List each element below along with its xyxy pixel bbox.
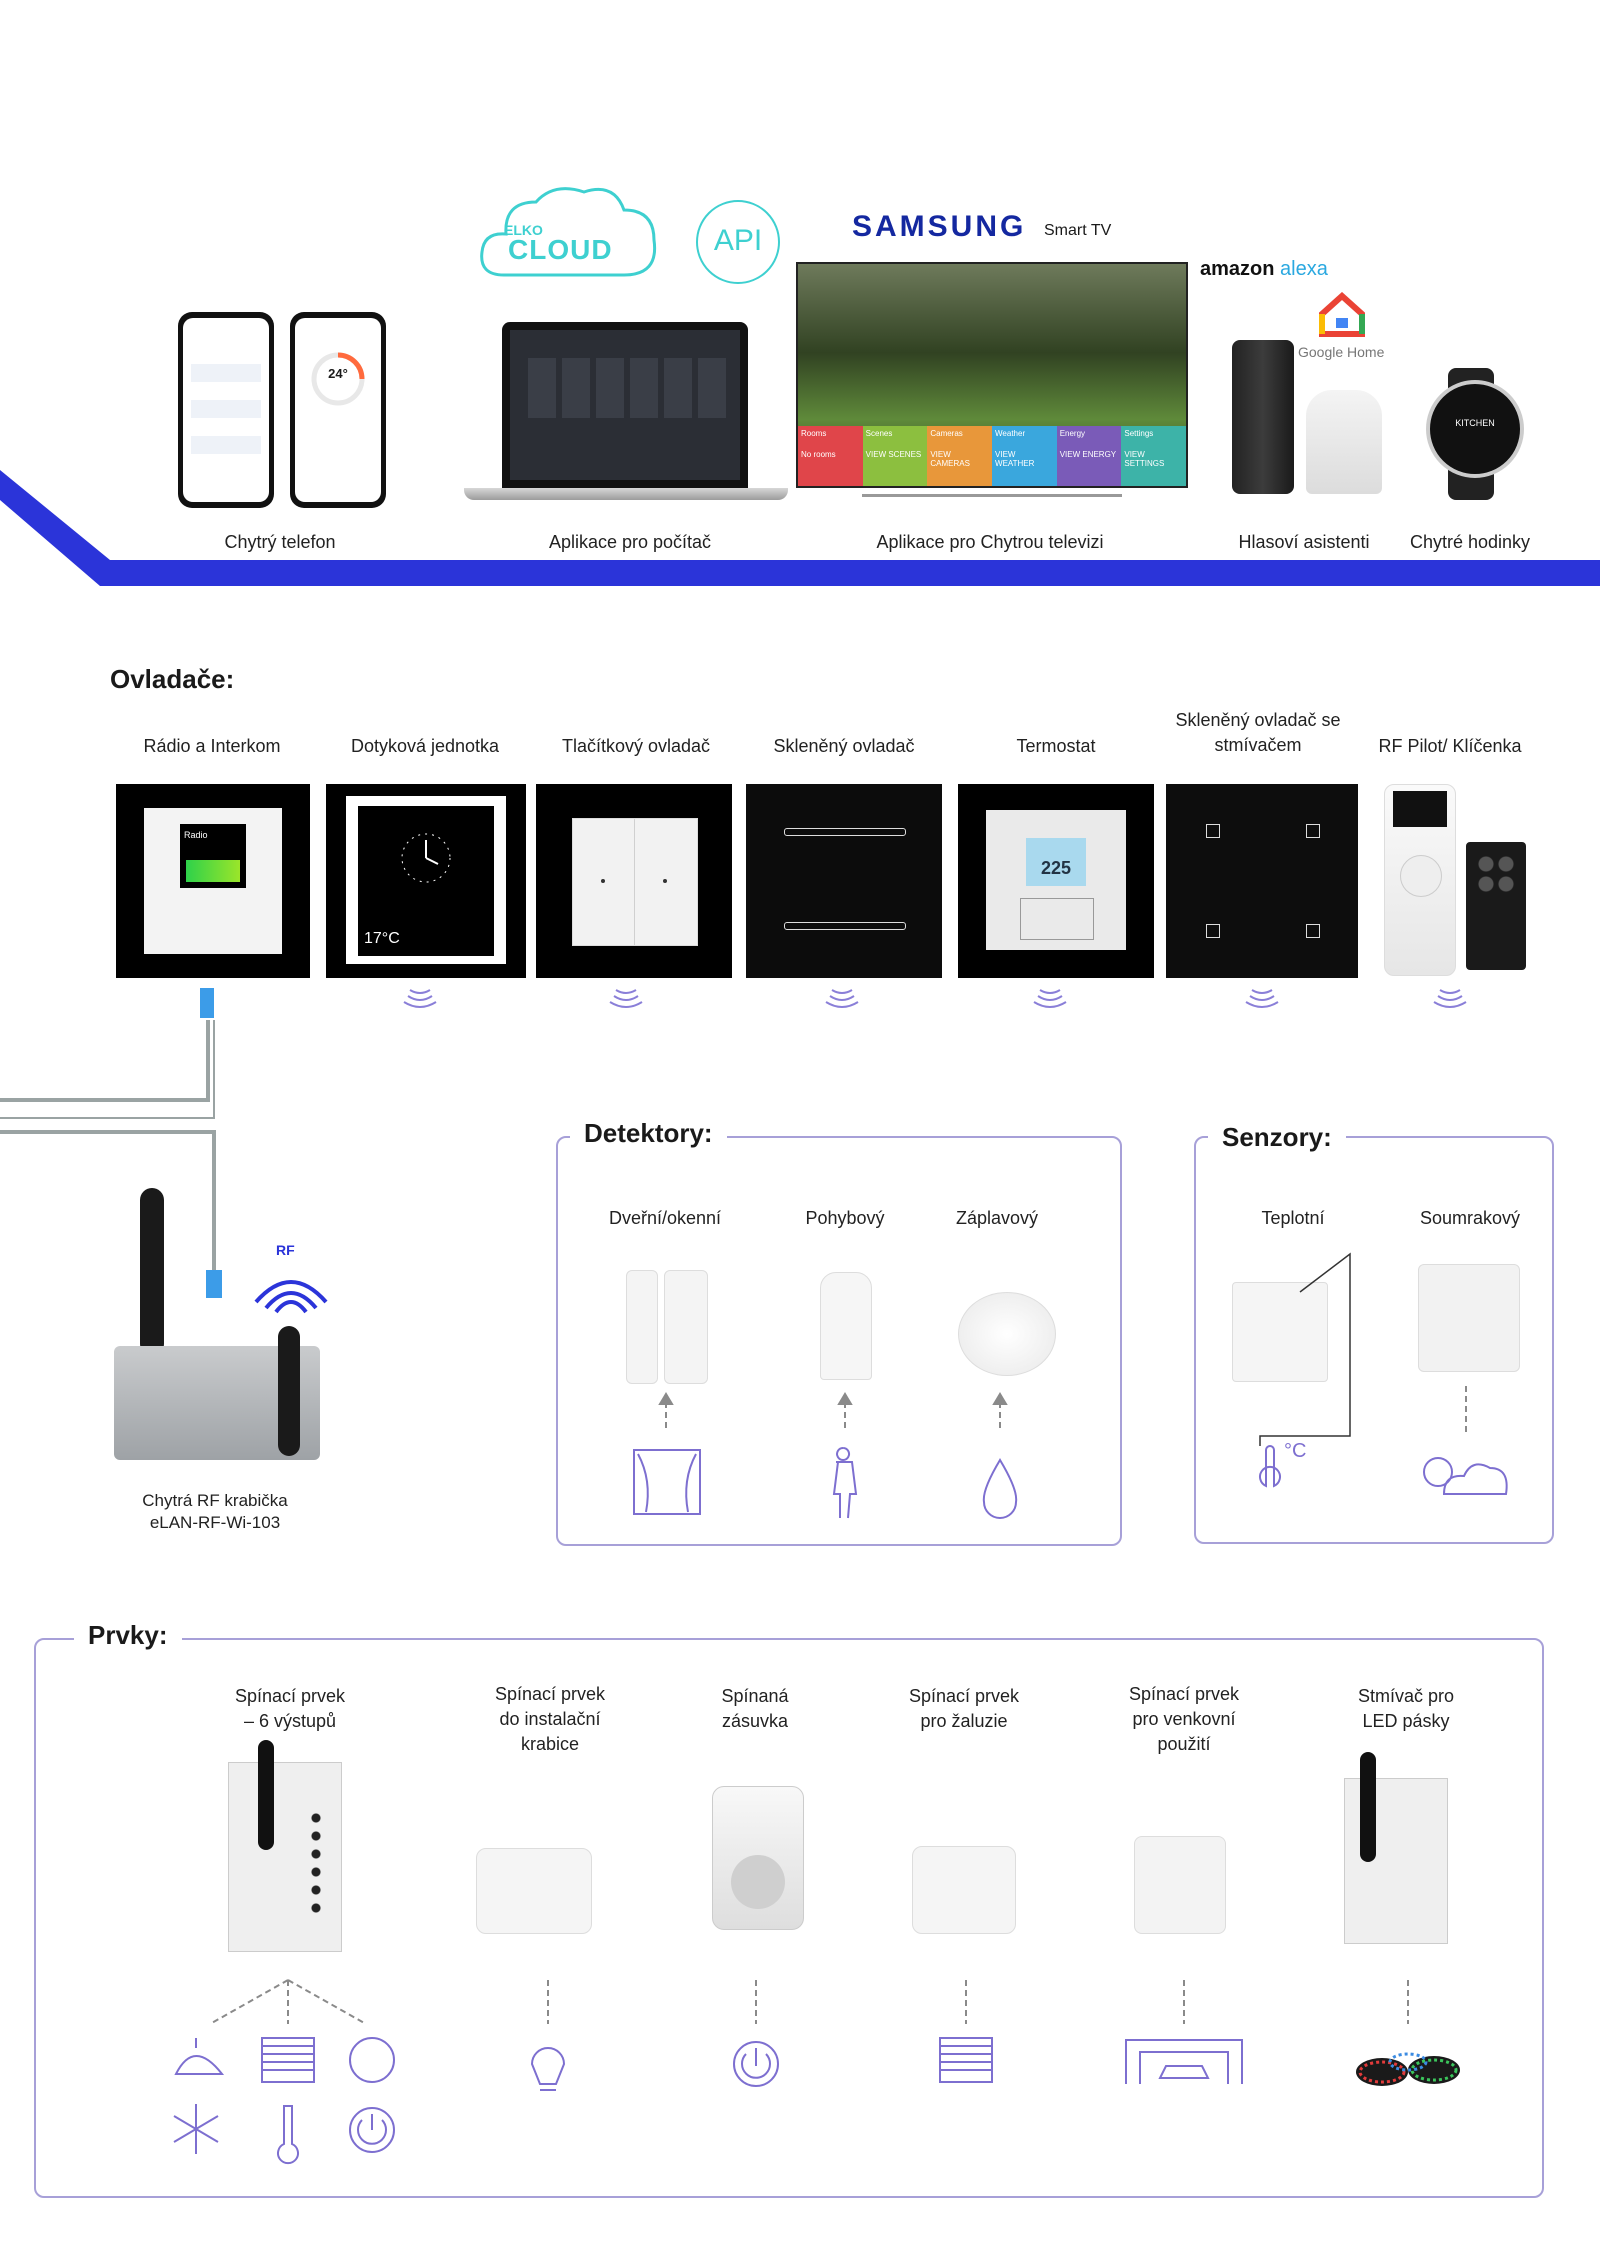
- label-socket: Spínaná zásuvka: [721, 1686, 789, 1731]
- outdoor-switch: [1134, 1836, 1226, 1934]
- caption-smartphone: Chytrý telefon: [224, 532, 336, 552]
- label-glass-controller: Skleněný ovladač: [773, 736, 915, 756]
- tv-tile-text: VIEW SCENES: [865, 450, 922, 459]
- tv-tile-title: Energy: [1059, 429, 1086, 438]
- shutter-icon: [940, 2038, 992, 2082]
- label-rf-remote: RF Pilot/ Klíčenka: [1378, 736, 1522, 756]
- wireless-signal-icon: [1030, 988, 1070, 1016]
- cloud-text: CLOUD: [508, 234, 613, 265]
- samsung-logo: SAMSUNG: [852, 210, 1027, 243]
- tv-tile: [1121, 426, 1186, 486]
- window-sensor: [664, 1270, 708, 1384]
- wireless-signal-icon: [822, 988, 862, 1016]
- tv-tile-text: VIEW CAMERAS: [930, 450, 970, 468]
- google-home-icon: [1318, 292, 1366, 338]
- ethernet-cables: [0, 980, 230, 1300]
- tv-tile-text: VIEW SETTINGS: [1124, 450, 1165, 468]
- din-antenna: [258, 1740, 274, 1850]
- wireless-signal-icon: [1430, 988, 1470, 1016]
- caption-voice-assistants: Hlasoví asistenti: [1238, 532, 1370, 552]
- thermostat-panel: [958, 784, 1154, 978]
- label-radio-intercom: Rádio a Interkom: [143, 736, 281, 756]
- label-motion: Pohybový: [805, 1208, 885, 1228]
- radio-screen-text: Radio: [184, 830, 208, 840]
- tv-tile: [863, 426, 928, 486]
- bulb-icon: [532, 2048, 564, 2090]
- box-switch: [476, 1848, 592, 1934]
- hub-caption: Chytrá RF krabička eLAN-RF-Wi-103: [142, 1491, 288, 1532]
- elko-text: ELKO: [504, 222, 543, 238]
- label-led-dimmer: Stmívač pro LED pásky: [1357, 1686, 1455, 1731]
- label-switch-6: Spínací prvek – 6 výstupů: [234, 1686, 346, 1731]
- tv-stand: [862, 494, 1122, 511]
- caption-smartwatch: Chytré hodinky: [1409, 532, 1531, 552]
- smartphone-1: [178, 312, 274, 508]
- google-home-speaker: [1306, 390, 1382, 494]
- label-blinds: Spínací prvek pro žaluzie: [908, 1686, 1020, 1731]
- degree-label: °C: [1284, 1440, 1307, 1462]
- led-strip-icon: [1356, 2054, 1460, 2086]
- label-touch-unit: Dotyková jednotka: [350, 736, 500, 756]
- rf-label: RF: [276, 1242, 295, 1258]
- label-door-window: Dveřní/okenní: [608, 1208, 722, 1228]
- key-fob: [1466, 842, 1526, 970]
- socket-power-icon: [742, 2048, 770, 2078]
- hub-antenna-left: [140, 1188, 164, 1356]
- rf-remote: [1384, 784, 1456, 976]
- smart-tv: [796, 262, 1188, 488]
- laptop-base: [464, 488, 788, 500]
- glass-controller-panel: [746, 784, 942, 978]
- phone-temp: 24°: [328, 366, 348, 381]
- sensor-icons: [1230, 1250, 1550, 1520]
- tv-tile: [992, 426, 1057, 486]
- caption-tv-app: Aplikace pro Chytrou televizi: [876, 532, 1104, 552]
- api-text: API: [713, 224, 763, 257]
- label-outdoor: Spínací prvek pro venkovní použití: [1128, 1684, 1240, 1754]
- amazon-logo: amazon alexa: [1200, 258, 1328, 280]
- smart-tv-label: Smart TV: [1044, 222, 1112, 239]
- tv-tile: [798, 426, 863, 486]
- snowflake-icon: [174, 2104, 218, 2154]
- clock-icon: [398, 830, 454, 886]
- tv-tile: [927, 426, 992, 486]
- fan-icon: [350, 2038, 394, 2082]
- blind-switch: [912, 1846, 1016, 1934]
- tv-tile-title: Scenes: [865, 429, 893, 438]
- garage-icon: [1126, 2040, 1242, 2084]
- touch-unit-panel: [326, 784, 526, 978]
- label-glass-dimmer: Skleněný ovladač se stmívačem: [1175, 710, 1341, 755]
- label-temperature: Teplotní: [1261, 1208, 1325, 1228]
- button-controller-panel: [536, 784, 732, 978]
- tv-tile-title: Rooms: [801, 429, 827, 438]
- tv-tile-text: VIEW ENERGY: [1059, 450, 1117, 459]
- label-twilight: Soumrakový: [1419, 1208, 1521, 1228]
- window-icon: [634, 1450, 700, 1514]
- smart-socket: [712, 1786, 804, 1930]
- amazon-echo: [1232, 340, 1294, 494]
- wireless-signal-icon: [400, 988, 440, 1016]
- label-button-controller: Tlačítkový ovladač: [561, 736, 711, 756]
- detector-icons: [600, 1390, 1060, 1530]
- led-dimmer-antenna: [1360, 1752, 1376, 1862]
- rf-signal-icon: [246, 1262, 336, 1314]
- tv-tile: [1057, 426, 1122, 486]
- wireless-signal-icon: [606, 988, 646, 1016]
- thermostat-display: 225: [1040, 858, 1072, 878]
- label-thermostat: Termostat: [1016, 736, 1096, 756]
- element-icons: [160, 1974, 1460, 2174]
- din-switch-6: [228, 1762, 342, 1952]
- laptop: [502, 322, 748, 488]
- tv-tile-title: Settings: [1124, 429, 1154, 438]
- flood-sensor: [958, 1292, 1056, 1376]
- label-switch-box: Spínací prvek do instalační krabice: [494, 1684, 606, 1754]
- wireless-signal-icon: [1242, 988, 1282, 1016]
- door-sensor: [626, 1270, 658, 1384]
- sensors-heading: Senzory:: [1208, 1122, 1346, 1153]
- blinds-icon: [262, 2038, 314, 2082]
- caption-pc-app: Aplikace pro počítač: [548, 532, 712, 552]
- detectors-heading: Detektory:: [570, 1118, 727, 1149]
- tv-tile-title: Cameras: [930, 429, 963, 438]
- tv-tile-text: No rooms: [801, 450, 836, 459]
- hub-antenna-right: [278, 1326, 300, 1456]
- thermometer-icon: [278, 2106, 298, 2163]
- smartwatch: [1426, 380, 1524, 478]
- tv-tile-text: VIEW WEATHER: [995, 450, 1035, 468]
- ceiling-lamp-icon: [176, 2038, 222, 2074]
- label-flood: Záplavový: [955, 1208, 1039, 1228]
- motion-sensor: [820, 1272, 872, 1380]
- thermometer-icon: [1260, 1446, 1280, 1486]
- glass-dimmer-panel: [1166, 784, 1358, 978]
- google-home-label: Google Home: [1298, 344, 1385, 360]
- smartphone-2: [290, 312, 386, 508]
- watch-text: KITCHEN: [1455, 418, 1495, 428]
- controllers-heading: Ovladače:: [110, 664, 235, 694]
- elements-heading: Prvky:: [74, 1620, 182, 1651]
- touch-unit-temp: 17°C: [364, 930, 400, 947]
- tv-tile-title: Weather: [995, 429, 1026, 438]
- radio-intercom-panel: [116, 784, 310, 978]
- power-icon: [358, 2114, 386, 2144]
